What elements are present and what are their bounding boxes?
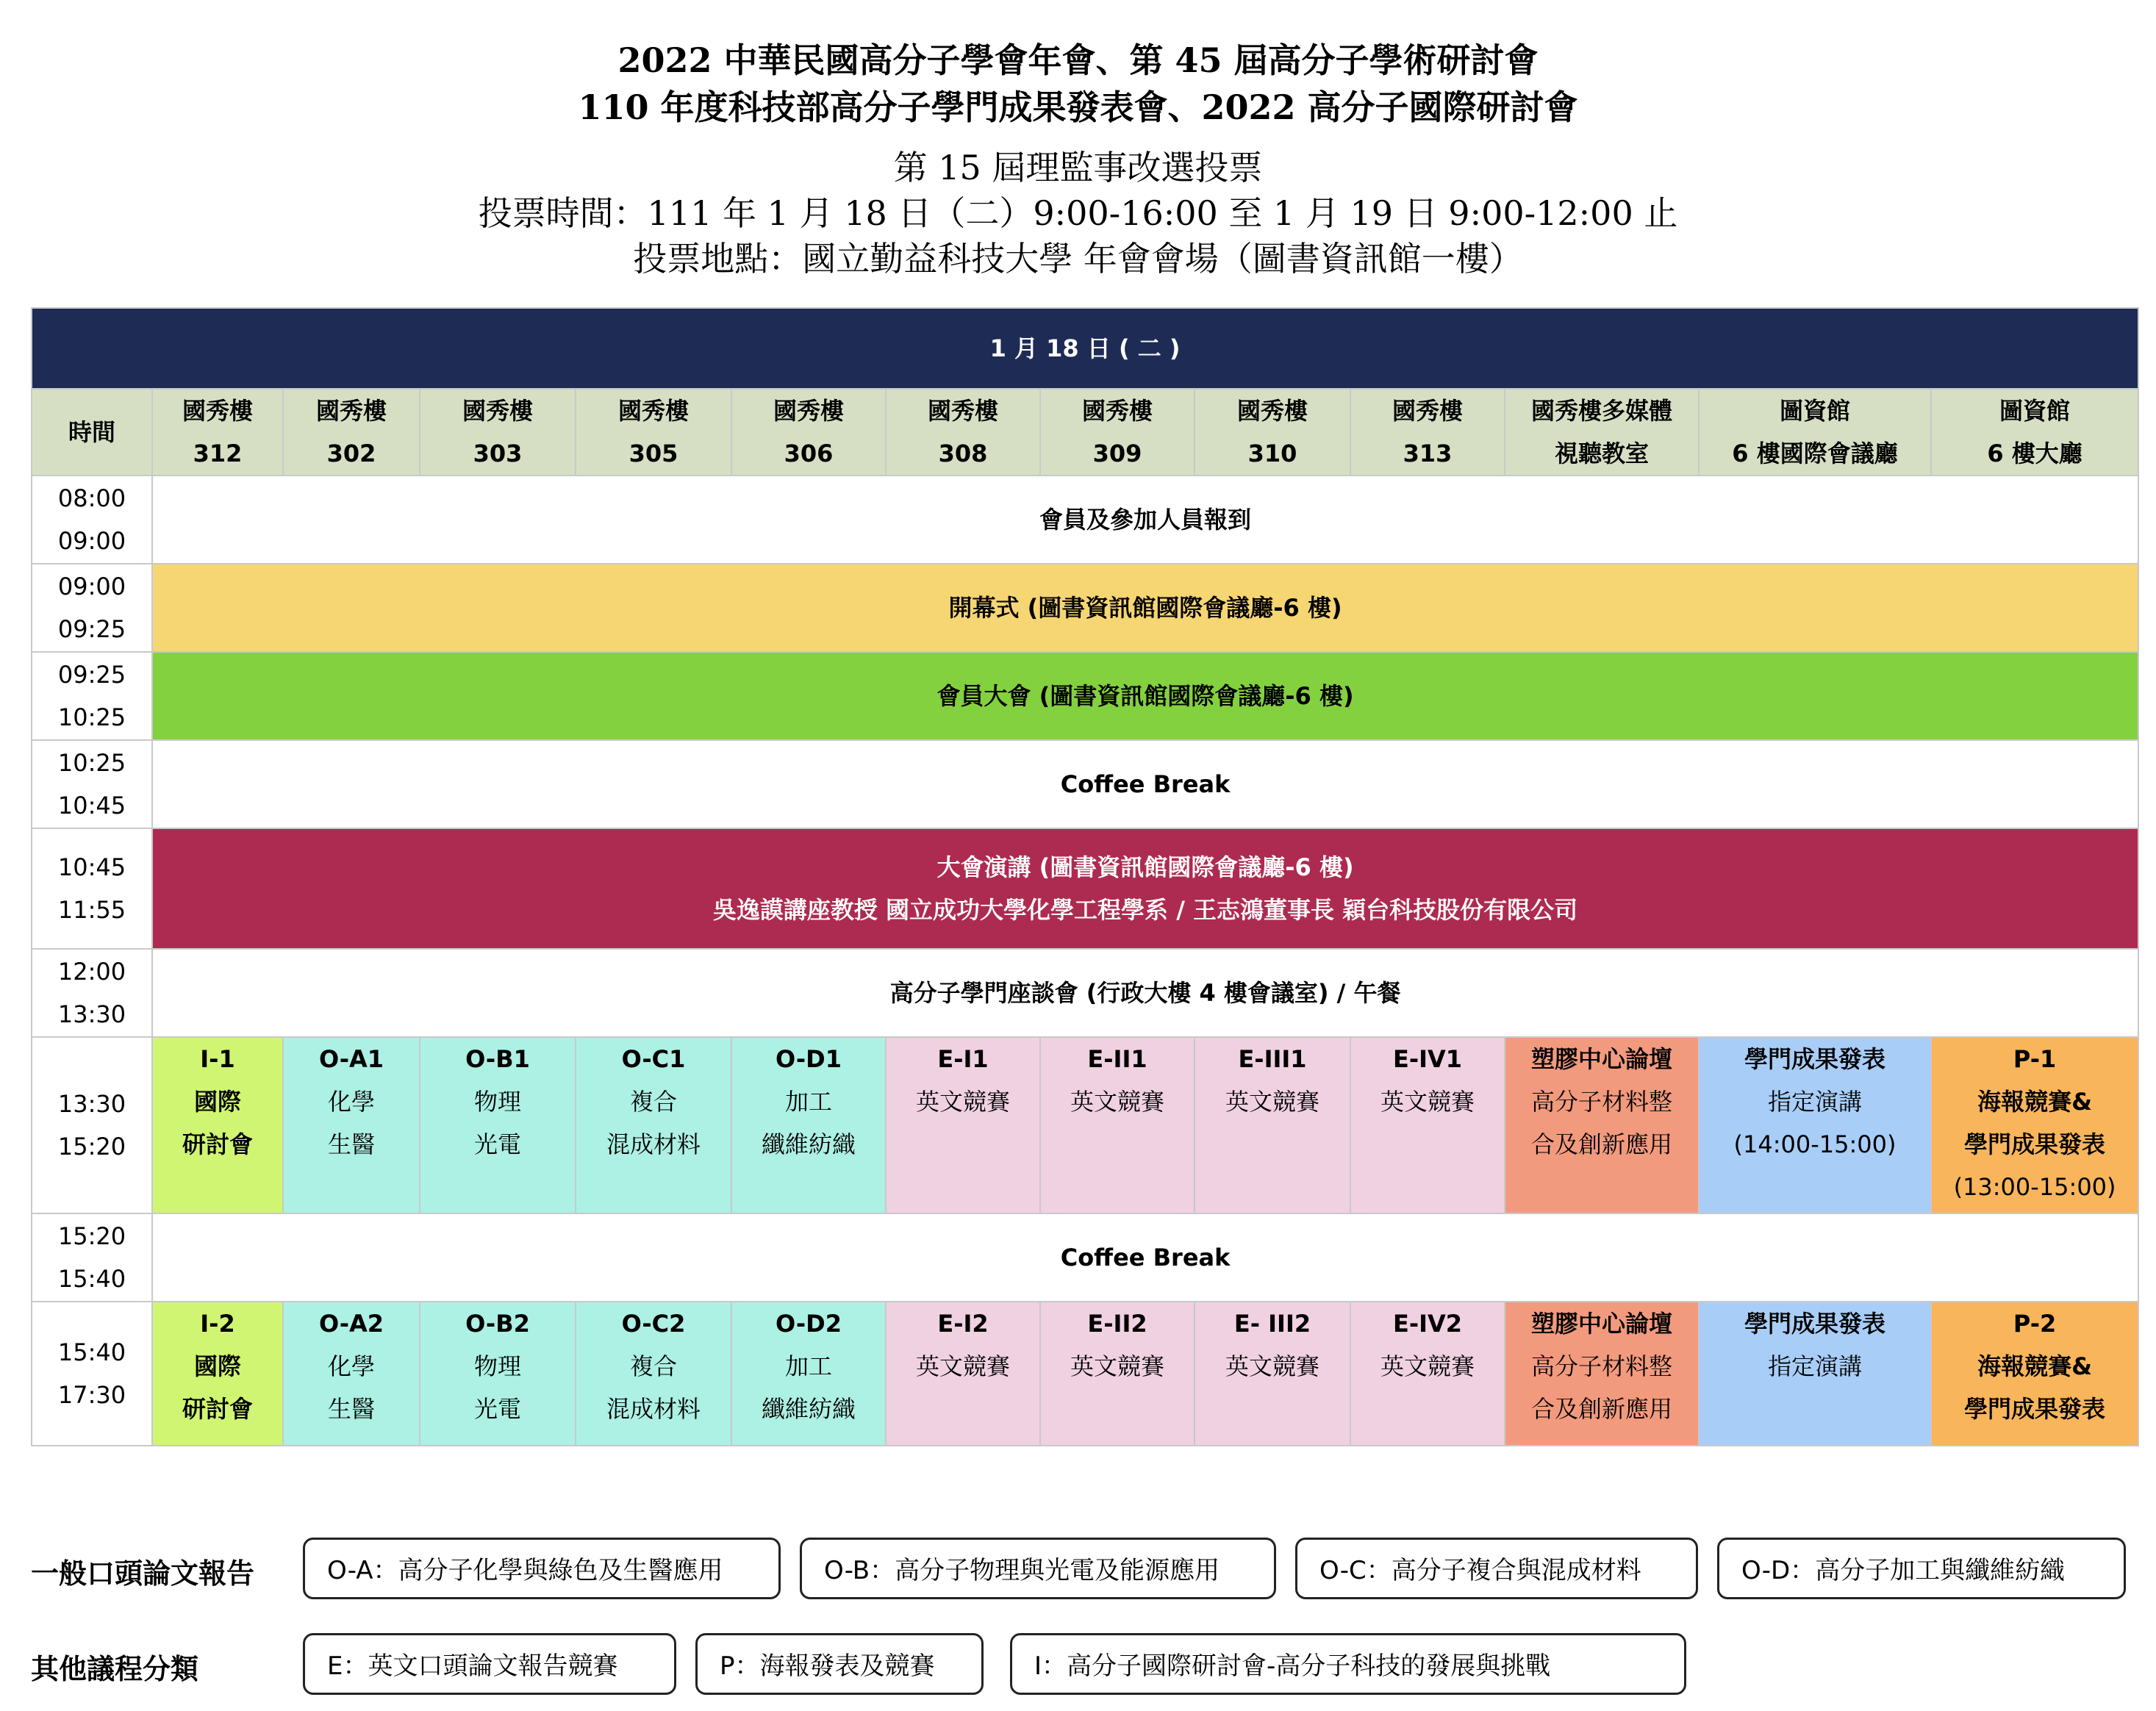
row-plenary xyxy=(32,828,2138,949)
time-cell xyxy=(32,476,152,564)
session-topic: 物理 xyxy=(473,1352,521,1380)
room-header-302 xyxy=(283,389,420,476)
legend-p: P：海報發表及競賽 xyxy=(695,1633,984,1695)
legend-ob: O-B：高分子物理與光電及能源應用 xyxy=(800,1538,1276,1599)
room-header-310 xyxy=(1195,389,1350,476)
room-header-306 xyxy=(731,389,886,476)
end-time: 15:20 xyxy=(57,1133,126,1161)
session-code: O-C2 xyxy=(621,1310,686,1338)
time-cell xyxy=(32,564,152,652)
session-topic: 研討會 xyxy=(182,1395,253,1423)
session-oc1 xyxy=(576,1037,731,1213)
plenary-speakers: 吳逸謨講座教授 國立成功大學化學工程學系 / 王志鴻董事長 穎台科技股份有限公司 xyxy=(712,896,1578,924)
session-topic: 加工 xyxy=(784,1088,832,1116)
room-building: 圖資館 xyxy=(1999,397,2071,425)
session-code: O-C1 xyxy=(621,1045,686,1073)
session-od1 xyxy=(731,1037,886,1213)
session-topic: 化學 xyxy=(327,1088,375,1116)
start-time: 12:00 xyxy=(57,958,126,986)
session-code: 塑膠中心論壇 xyxy=(1530,1045,1672,1073)
row-assembly xyxy=(32,652,2138,740)
room-building: 國秀樓 xyxy=(1236,397,1308,425)
session-e-iv2 xyxy=(1350,1302,1505,1446)
session-e-ii2 xyxy=(1040,1302,1195,1446)
end-time: 17:30 xyxy=(57,1381,126,1409)
session-e-iv1 xyxy=(1350,1037,1505,1213)
session-topic: 海報競賽& xyxy=(1977,1352,2092,1380)
legend-od: O-D：高分子加工與纖維紡織 xyxy=(1717,1538,2126,1599)
session-plastic-forum-2 xyxy=(1505,1302,1699,1446)
session-ob2 xyxy=(420,1302,576,1446)
room-building: 國秀樓 xyxy=(617,397,689,425)
room-building: 國秀樓 xyxy=(315,397,387,425)
row-session-1 xyxy=(32,1037,2138,1213)
legend-other-label: 其他議程分類 xyxy=(31,1653,199,1685)
session-topic: 研討會 xyxy=(182,1130,253,1158)
row-break-1 xyxy=(32,740,2138,828)
session-e-iii1 xyxy=(1195,1037,1350,1213)
end-time: 13:30 xyxy=(57,1000,126,1028)
session-dept-results-2 xyxy=(1699,1302,1931,1446)
room-building: 國秀樓 xyxy=(927,397,998,425)
end-time: 10:25 xyxy=(57,703,126,731)
legend-i: I：高分子國際研討會-高分子科技的發展與挑戰 xyxy=(1010,1633,1686,1695)
room-header-303 xyxy=(420,389,576,476)
start-time: 08:00 xyxy=(57,484,126,512)
room-number: 308 xyxy=(938,440,988,467)
session-p2 xyxy=(1931,1302,2138,1446)
session-topic: 物理 xyxy=(473,1088,521,1116)
session-code: E-III1 xyxy=(1238,1045,1307,1073)
title-line-1: 2022 中華民國高分子學會年會、第 45 屆高分子學術研討會 xyxy=(617,40,1539,80)
session-code: O-D2 xyxy=(776,1310,842,1338)
room-header-312 xyxy=(152,389,283,476)
session-time: (13:00-15:00) xyxy=(1953,1173,2116,1201)
election-title: 第 15 屆理監事改選投票 xyxy=(893,148,1263,187)
session-topic: 指定演講 xyxy=(1767,1088,1862,1116)
session-code: O-A2 xyxy=(318,1310,384,1338)
room-number: 312 xyxy=(193,440,243,467)
room-number: 309 xyxy=(1092,440,1142,467)
time-header: 時間 xyxy=(32,389,152,476)
coffee-break-cell: Coffee Break xyxy=(152,740,2138,828)
session-time: (14:00-15:00) xyxy=(1733,1130,1897,1158)
start-time: 10:25 xyxy=(57,749,126,777)
session-plastic-forum-1 xyxy=(1505,1037,1699,1213)
room-number: 視聽教室 xyxy=(1554,440,1649,467)
session-oa1 xyxy=(283,1037,420,1213)
session-topic: 英文競賽 xyxy=(1380,1352,1475,1380)
session-code: O-D1 xyxy=(776,1045,842,1073)
session-topic: 學門成果發表 xyxy=(1964,1395,2106,1423)
end-time: 09:25 xyxy=(57,615,126,643)
room-header-313 xyxy=(1350,389,1505,476)
plenary-title: 大會演講 (圖書資訊館國際會議廳-6 樓) xyxy=(936,853,1354,881)
room-building: 國秀樓多媒體 xyxy=(1530,397,1672,425)
forum-lunch-cell: 高分子學門座談會 (行政大樓 4 樓會議室) / 午餐 xyxy=(152,949,2138,1037)
room-header-305 xyxy=(576,389,731,476)
session-topic: 光電 xyxy=(473,1395,521,1423)
date-banner: 1 月 18 日 ( 二 ) xyxy=(32,308,2138,389)
legend-e: E：英文口頭論文報告競賽 xyxy=(303,1633,676,1695)
session-e-i1 xyxy=(886,1037,1040,1213)
room-number: 6 樓國際會議廳 xyxy=(1732,440,1898,467)
session-oc2 xyxy=(576,1302,731,1446)
session-code: E-IV2 xyxy=(1392,1310,1463,1338)
session-code: 學門成果發表 xyxy=(1744,1045,1885,1073)
start-time: 15:40 xyxy=(57,1338,126,1366)
session-topic: 複合 xyxy=(629,1088,677,1116)
opening-ceremony-cell: 開幕式 (圖書資訊館國際會議廳-6 樓) xyxy=(152,564,2138,652)
session-topic: 合及創新應用 xyxy=(1530,1395,1672,1423)
legend-oc: O-C：高分子複合與混成材料 xyxy=(1295,1538,1698,1599)
voting-time: 投票時間：111 年 1 月 18 日（二）9:00-16:00 至 1 月 19 日 9:00-12:00 止 xyxy=(478,193,1678,233)
room-building: 國秀樓 xyxy=(1392,397,1463,425)
time-cell xyxy=(32,1037,152,1213)
room-building: 圖資館 xyxy=(1779,397,1850,425)
session-code: 學門成果發表 xyxy=(1744,1310,1885,1338)
row-checkin xyxy=(32,476,2138,564)
start-time: 09:00 xyxy=(57,573,126,600)
room-header-309 xyxy=(1040,389,1195,476)
checkin-cell: 會員及參加人員報到 xyxy=(152,476,2138,564)
row-opening xyxy=(32,564,2138,652)
room-building: 國秀樓 xyxy=(462,397,533,425)
session-topic: 混成材料 xyxy=(606,1130,701,1158)
session-e-iii2 xyxy=(1195,1302,1350,1446)
session-e-i2 xyxy=(886,1302,1040,1446)
end-time: 09:00 xyxy=(57,527,126,555)
end-time: 10:45 xyxy=(57,792,126,819)
session-topic: 混成材料 xyxy=(606,1395,701,1423)
room-header-library-hall xyxy=(1699,389,1931,476)
session-topic: 英文競賽 xyxy=(1225,1088,1319,1116)
end-time: 15:40 xyxy=(57,1265,126,1293)
time-cell xyxy=(32,652,152,740)
row-break-2 xyxy=(32,1213,2138,1302)
session-topic: 英文競賽 xyxy=(915,1352,1010,1380)
session-topic: 纖維紡織 xyxy=(761,1395,856,1423)
session-od2 xyxy=(731,1302,886,1446)
session-topic: 國際 xyxy=(193,1352,241,1380)
start-time: 09:25 xyxy=(57,661,126,689)
session-topic: 英文競賽 xyxy=(1070,1352,1164,1380)
room-number: 306 xyxy=(784,440,834,467)
session-code: E-I2 xyxy=(937,1310,989,1338)
session-topic: 光電 xyxy=(473,1130,521,1158)
session-topic: 英文競賽 xyxy=(1380,1088,1475,1116)
start-time: 15:20 xyxy=(57,1222,126,1250)
session-topic: 英文競賽 xyxy=(1225,1352,1319,1380)
plenary-lecture-cell xyxy=(152,828,2138,949)
room-header-308 xyxy=(886,389,1040,476)
session-code: P-1 xyxy=(2013,1045,2057,1073)
end-time: 11:55 xyxy=(57,896,126,924)
session-e-ii1 xyxy=(1040,1037,1195,1213)
room-building: 國秀樓 xyxy=(773,397,844,425)
general-assembly-cell: 會員大會 (圖書資訊館國際會議廳-6 樓) xyxy=(152,652,2138,740)
session-topic: 高分子材料整 xyxy=(1530,1088,1672,1116)
time-cell xyxy=(32,740,152,828)
session-code: O-B1 xyxy=(465,1045,530,1073)
session-code: I-2 xyxy=(200,1310,235,1338)
room-building: 國秀樓 xyxy=(1081,397,1153,425)
room-building: 國秀樓 xyxy=(182,397,253,425)
session-oa2 xyxy=(283,1302,420,1446)
room-header-multimedia xyxy=(1505,389,1699,476)
session-topic: 英文競賽 xyxy=(1070,1088,1164,1116)
start-time: 13:30 xyxy=(57,1090,126,1118)
session-topic: 學門成果發表 xyxy=(1964,1130,2106,1158)
session-dept-results-1 xyxy=(1699,1037,1931,1213)
session-code: 塑膠中心論壇 xyxy=(1530,1310,1672,1338)
room-number: 303 xyxy=(473,440,523,467)
session-topic: 複合 xyxy=(629,1352,677,1380)
session-code: E-II1 xyxy=(1087,1045,1147,1073)
session-code: I-1 xyxy=(200,1045,235,1073)
session-topic: 化學 xyxy=(327,1352,375,1380)
room-number: 310 xyxy=(1247,440,1297,467)
session-p1 xyxy=(1931,1037,2138,1213)
session-code: E- III2 xyxy=(1233,1310,1311,1338)
session-code: E-I1 xyxy=(937,1045,989,1073)
session-topic: 加工 xyxy=(784,1352,832,1380)
time-cell xyxy=(32,828,152,949)
room-number: 6 樓大廳 xyxy=(1987,440,2082,467)
time-cell xyxy=(32,949,152,1037)
row-lunch xyxy=(32,949,2138,1037)
session-code: P-2 xyxy=(2013,1310,2057,1338)
coffee-break-cell: Coffee Break xyxy=(152,1213,2138,1302)
row-session-2 xyxy=(32,1302,2138,1446)
session-i1 xyxy=(152,1037,283,1213)
session-i2 xyxy=(152,1302,283,1446)
room-number: 305 xyxy=(628,440,678,467)
session-topic: 指定演講 xyxy=(1767,1352,1862,1380)
session-topic: 合及創新應用 xyxy=(1530,1130,1672,1158)
time-cell xyxy=(32,1302,152,1446)
time-cell xyxy=(32,1213,152,1302)
session-topic: 高分子材料整 xyxy=(1530,1352,1672,1380)
title-line-2: 110 年度科技部高分子學門成果發表會、2022 高分子國際研討會 xyxy=(578,87,1578,127)
session-code: E-II2 xyxy=(1087,1310,1147,1338)
room-number: 302 xyxy=(326,440,376,467)
session-topic: 海報競賽& xyxy=(1977,1088,2092,1116)
session-topic: 國際 xyxy=(193,1088,241,1116)
schedule-table xyxy=(31,307,2139,1446)
session-code: O-B2 xyxy=(465,1310,530,1338)
room-header-library-lobby xyxy=(1931,389,2138,476)
session-ob1 xyxy=(420,1037,576,1213)
legend-oral-label: 一般口頭論文報告 xyxy=(31,1557,255,1590)
room-number: 313 xyxy=(1403,440,1453,467)
session-topic: 英文競賽 xyxy=(915,1088,1010,1116)
legend-oa: O-A：高分子化學與綠色及生醫應用 xyxy=(303,1538,781,1599)
session-topic: 生醫 xyxy=(327,1395,375,1423)
start-time: 10:45 xyxy=(57,853,126,881)
session-code: O-A1 xyxy=(318,1045,384,1073)
session-topic: 纖維紡織 xyxy=(761,1130,856,1158)
session-topic: 生醫 xyxy=(327,1130,375,1158)
session-code: E-IV1 xyxy=(1392,1045,1463,1073)
voting-location: 投票地點：國立勤益科技大學 年會會場（圖書資訊館一樓） xyxy=(633,239,1523,279)
